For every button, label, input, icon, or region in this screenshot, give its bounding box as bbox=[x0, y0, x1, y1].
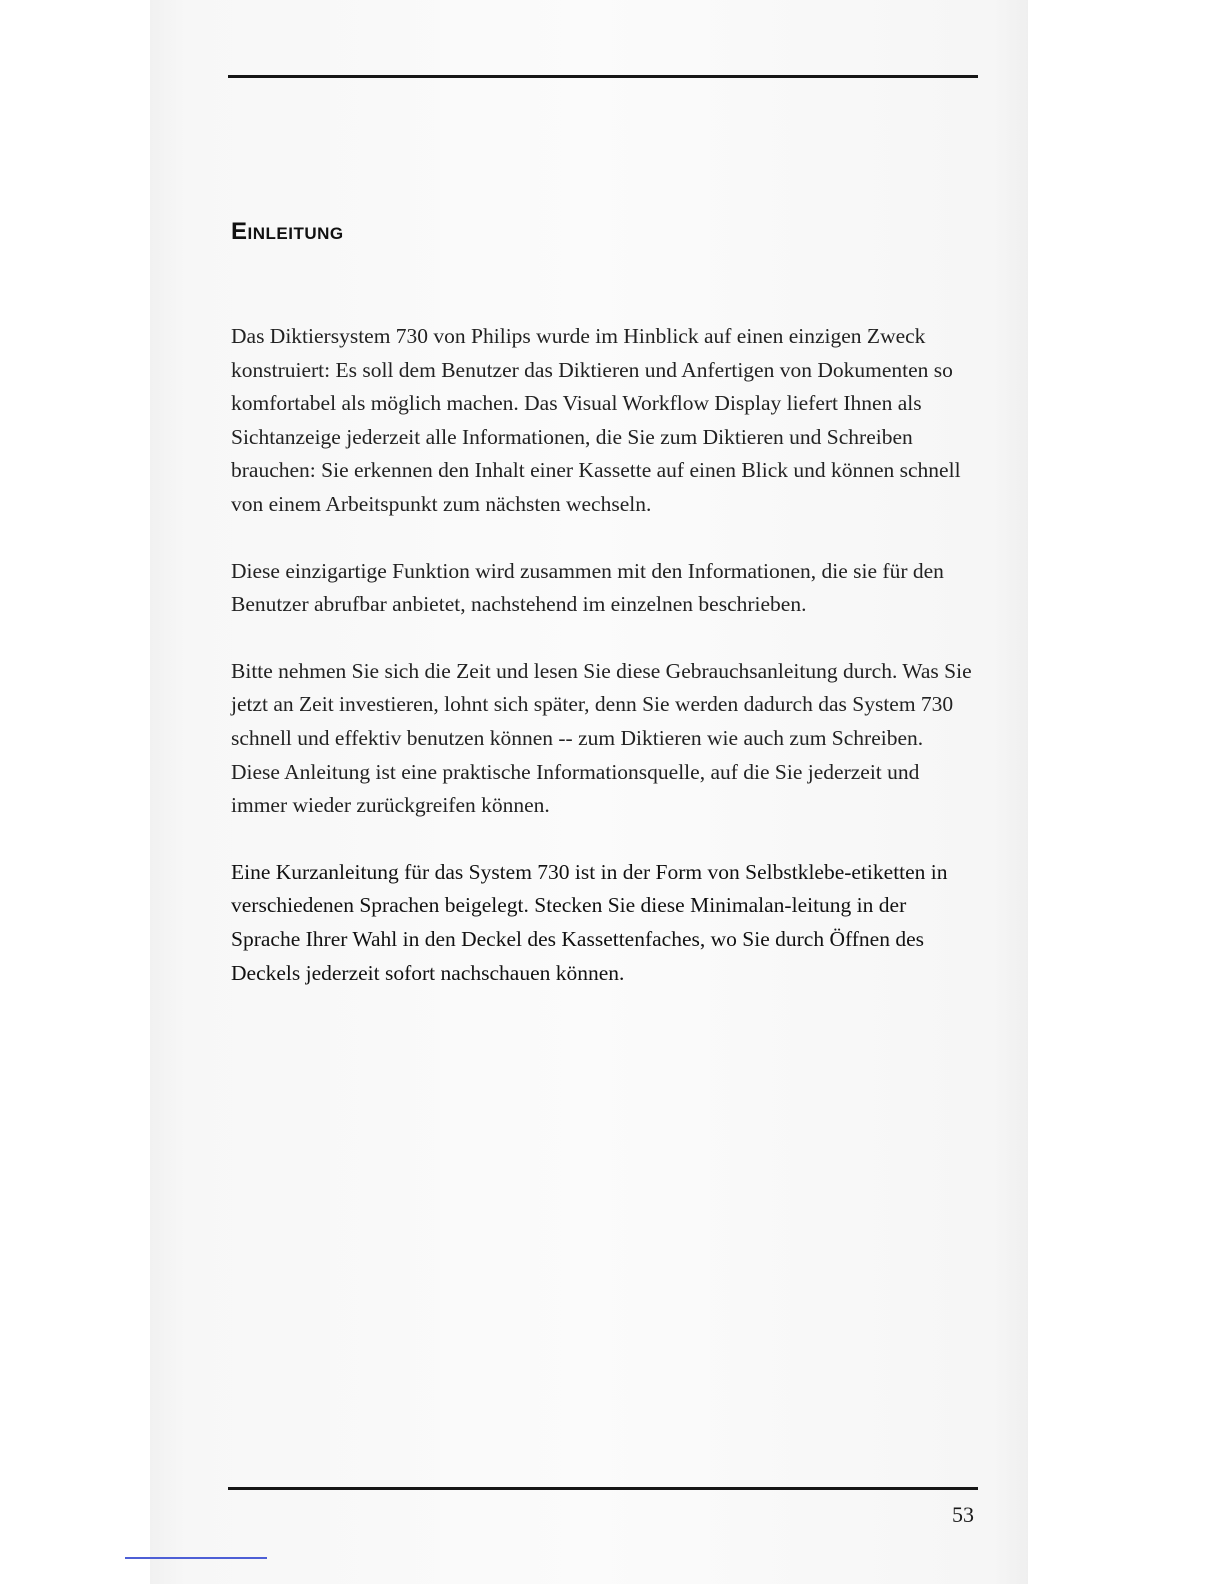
paragraph-manual: Bitte nehmen Sie sich die Zeit und lesen Sie diese Gebrauchsanleitung durch. Was Sie jetzt an Zeit investieren, lohnt sich später, denn Sie werden dadurch das System 730 schnell und effektiv benutzen können -- zum Diktieren wie auch zum Schreiben. Diese Anleitung ist eine praktische Informationsquelle, auf die Sie jederzeit und immer wieder zurückgreifen können. bbox=[231, 658, 972, 818]
bottom-rule bbox=[228, 1487, 978, 1490]
link-underline bbox=[125, 1557, 267, 1559]
page-number: 53 bbox=[952, 1502, 974, 1527]
top-rule bbox=[228, 75, 978, 78]
paragraph-intro: Das Diktiersystem 730 von Philips wurde im Hinblick auf einen einzigen Zweck konstruiert: Es soll dem Benutzer das Diktieren und Anfertigen von Dokumenten so komfortabel als möglich machen. Das Visual Workflow Display liefert Ihnen als Sichtanzeige jederzeit alle Informationen, die Sie zum Diktieren und Schreiben brauchen: Sie erkennen den Inhalt einer Kassette auf einen Blick und können schnell von einem Arbeitspunkt zum nächsten wechseln. bbox=[231, 324, 961, 516]
page-title: Einleitung bbox=[231, 218, 344, 245]
paragraph-quick-guide: Eine Kurzanleitung für das System 730 ist in der Form von Selbstklebe-etiketten in verschiedenen Sprachen beigelegt. Stecken Sie diese Minimalan-leitung in der Sprache Ihrer Wahl in den Deckel des Kassettenfaches, wo Sie durch Öffnen des Deckels jederzeit sofort nachschauen können. bbox=[231, 859, 948, 985]
paragraph-function: Diese einzigartige Funktion wird zusammen mit den Informationen, die sie für den Benutzer abrufbar anbietet, nachstehend im einzelnen beschrieben. bbox=[231, 558, 944, 617]
body-text bbox=[231, 320, 976, 1023]
